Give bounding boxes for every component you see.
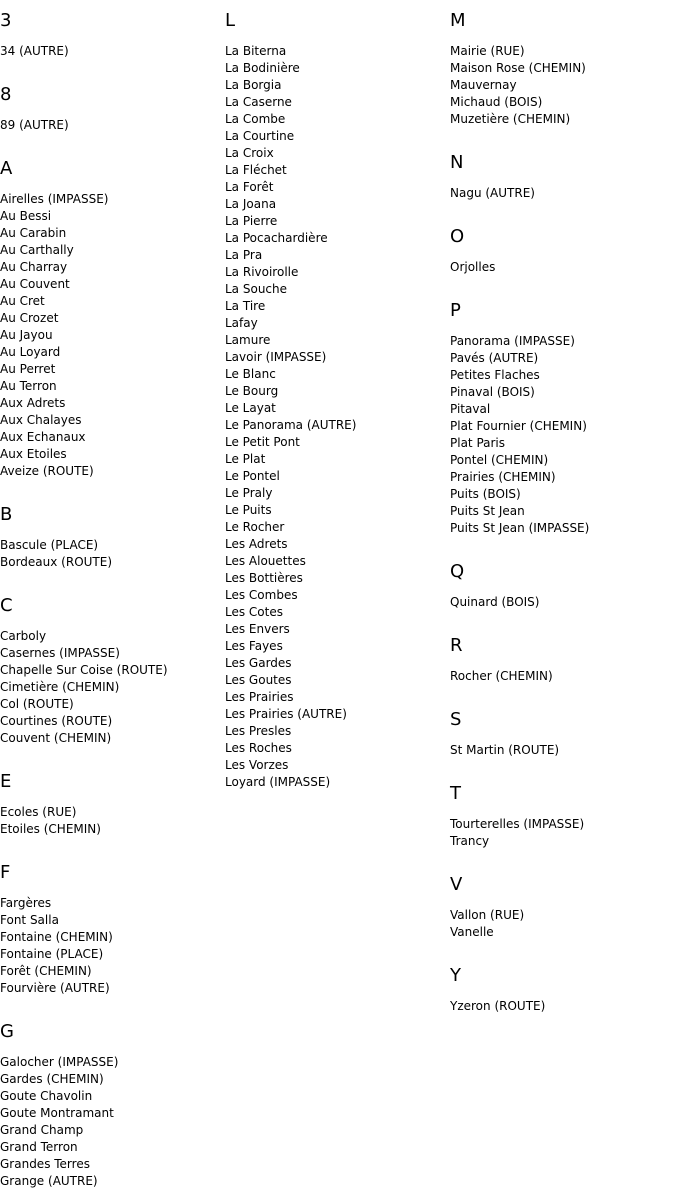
street-list (450, 43, 672, 128)
street-item: Les Vorzes (225, 758, 289, 772)
street-item: Puits St Jean (450, 504, 525, 518)
street-item: Les Roches (225, 741, 292, 755)
letter-heading: 8 (0, 84, 12, 105)
group-spacer (0, 480, 222, 503)
street-item: La Souche (225, 282, 288, 296)
street-item: Le Layat (225, 401, 276, 415)
street-item: Airelles (IMPASSE) (0, 192, 109, 206)
letter-heading: L (225, 10, 236, 31)
street-list (450, 333, 672, 537)
street-item: Courtines (ROUTE) (0, 714, 113, 728)
street-item: Au Terron (0, 379, 57, 393)
street-item: Les Prairies (AUTRE) (225, 707, 347, 721)
street-item: La Croix (225, 146, 274, 160)
letter-heading: C (0, 595, 13, 616)
street-item: Nagu (AUTRE) (450, 186, 535, 200)
street-item: Trancy (450, 834, 490, 848)
street-item: Les Envers (225, 622, 290, 636)
letter-group (450, 560, 672, 611)
street-item: Le Pontel (225, 469, 280, 483)
street-item: Les Adrets (225, 537, 288, 551)
street-item: Col (ROUTE) (0, 697, 74, 711)
street-item: Grange (AUTRE) (0, 1174, 98, 1188)
group-spacer (450, 850, 672, 873)
street-item: Bascule (PLACE) (0, 538, 99, 552)
street-item: La Pierre (225, 214, 278, 228)
letter-heading: F (0, 862, 11, 883)
street-list (0, 1054, 222, 1190)
letter-group (450, 782, 672, 850)
street-item: Les Gardes (225, 656, 292, 670)
street-item: Au Perret (0, 362, 56, 376)
street-item: Puits (BOIS) (450, 487, 521, 501)
group-spacer (450, 276, 672, 299)
street-item: Aux Chalayes (0, 413, 82, 427)
street-item: Les Prairies (225, 690, 294, 704)
street-item: Le Bourg (225, 384, 279, 398)
street-item: Au Cret (0, 294, 45, 308)
street-list (0, 117, 222, 134)
letter-group (450, 151, 672, 202)
street-item: La Fléchet (225, 163, 287, 177)
letter-group (450, 299, 672, 537)
street-list (450, 998, 672, 1015)
street-item: Pitaval (450, 402, 491, 416)
street-list (0, 895, 222, 997)
street-item: Le Praly (225, 486, 273, 500)
street-list (0, 804, 222, 838)
street-list (225, 43, 447, 791)
street-item: La Bodinière (225, 61, 300, 75)
letter-group (0, 770, 222, 838)
street-item: Fourvière (AUTRE) (0, 981, 110, 995)
street-item: Puits St Jean (IMPASSE) (450, 521, 590, 535)
group-spacer (450, 128, 672, 151)
group-spacer (450, 537, 672, 560)
street-item: Au Carthally (0, 243, 74, 257)
street-item: Rocher (CHEMIN) (450, 669, 553, 683)
street-index-column-1 (0, 9, 222, 1190)
street-item: Le Puits (225, 503, 272, 517)
letter-heading: R (450, 635, 463, 656)
letter-group (225, 9, 447, 791)
letter-heading: O (450, 226, 465, 247)
letter-group (450, 225, 672, 276)
street-item: Les Bottières (225, 571, 303, 585)
letter-heading: B (0, 504, 13, 525)
street-item: Goute Chavolin (0, 1089, 93, 1103)
street-item: Tourterelles (IMPASSE) (450, 817, 585, 831)
street-item: La Pocachardière (225, 231, 328, 245)
street-item: Casernes (IMPASSE) (0, 646, 120, 660)
letter-heading: N (450, 152, 464, 173)
letter-heading: A (0, 158, 13, 179)
street-item: La Combe (225, 112, 286, 126)
street-item: Les Combes (225, 588, 298, 602)
street-item: Pontel (CHEMIN) (450, 453, 549, 467)
group-spacer (450, 941, 672, 964)
group-spacer (450, 685, 672, 708)
group-spacer (450, 611, 672, 634)
street-item: Ecoles (RUE) (0, 805, 77, 819)
street-item: La Courtine (225, 129, 295, 143)
street-item: Le Plat (225, 452, 266, 466)
letter-group (450, 873, 672, 941)
street-item: Les Goutes (225, 673, 292, 687)
street-list (450, 594, 672, 611)
street-item: Au Bessi (0, 209, 52, 223)
street-item: Les Fayes (225, 639, 283, 653)
street-item: La Borgia (225, 78, 282, 92)
street-item: La Forêt (225, 180, 274, 194)
street-item: 89 (AUTRE) (0, 118, 69, 132)
street-item: Gardes (CHEMIN) (0, 1072, 104, 1086)
street-item: Fontaine (PLACE) (0, 947, 104, 961)
group-spacer (450, 202, 672, 225)
group-spacer (0, 838, 222, 861)
letter-heading: Q (450, 561, 465, 582)
letter-heading: G (0, 1021, 14, 1042)
street-index-column-3 (450, 9, 672, 1015)
street-item: La Rivoirolle (225, 265, 299, 279)
street-list (0, 628, 222, 747)
letter-group (0, 157, 222, 480)
street-item: Lavoir (IMPASSE) (225, 350, 327, 364)
letter-group (450, 964, 672, 1015)
street-item: Grand Champ (0, 1123, 84, 1137)
street-item: Michaud (BOIS) (450, 95, 543, 109)
street-item: Le Rocher (225, 520, 285, 534)
street-item: Cimetière (CHEMIN) (0, 680, 120, 694)
street-item: Bordeaux (ROUTE) (0, 555, 113, 569)
letter-group (0, 861, 222, 997)
street-list (450, 668, 672, 685)
street-item: Petites Flaches (450, 368, 540, 382)
group-spacer (450, 759, 672, 782)
street-item: Galocher (IMPASSE) (0, 1055, 119, 1069)
street-item: Au Couvent (0, 277, 70, 291)
street-list (0, 191, 222, 480)
street-item: Aux Etoiles (0, 447, 67, 461)
street-item: Le Panorama (AUTRE) (225, 418, 357, 432)
street-item: La Joana (225, 197, 277, 211)
group-spacer (0, 134, 222, 157)
street-item: Muzetière (CHEMIN) (450, 112, 571, 126)
street-item: Chapelle Sur Coise (ROUTE) (0, 663, 168, 677)
letter-group (0, 1020, 222, 1190)
street-item: Le Petit Pont (225, 435, 300, 449)
letter-heading: V (450, 874, 463, 895)
letter-heading: S (450, 709, 462, 730)
street-item: Aveize (ROUTE) (0, 464, 94, 478)
letter-heading: T (450, 783, 461, 804)
street-item: Loyard (IMPASSE) (225, 775, 331, 789)
street-item: La Tire (225, 299, 266, 313)
street-list (450, 907, 672, 941)
letter-heading: E (0, 771, 12, 792)
street-item: La Caserne (225, 95, 292, 109)
letter-group (450, 708, 672, 759)
street-item: Etoiles (CHEMIN) (0, 822, 101, 836)
street-item: 34 (AUTRE) (0, 44, 69, 58)
street-index-column-2 (225, 9, 447, 791)
street-item: Font Salla (0, 913, 59, 927)
street-item: Grand Terron (0, 1140, 78, 1154)
street-item: Aux Echanaux (0, 430, 86, 444)
street-item: Fargères (0, 896, 52, 910)
street-item: Panorama (IMPASSE) (450, 334, 575, 348)
street-item: Au Carabin (0, 226, 67, 240)
street-list (0, 537, 222, 571)
letter-group (450, 634, 672, 685)
group-spacer (0, 747, 222, 770)
street-item: Vallon (RUE) (450, 908, 525, 922)
street-item: Mairie (RUE) (450, 44, 525, 58)
street-item: Aux Adrets (0, 396, 66, 410)
street-item: Grandes Terres (0, 1157, 90, 1171)
street-item: Pinaval (BOIS) (450, 385, 535, 399)
group-spacer (0, 60, 222, 83)
street-item: Mauvernay (450, 78, 517, 92)
street-item: Fontaine (CHEMIN) (0, 930, 113, 944)
street-list (450, 185, 672, 202)
street-item: St Martin (ROUTE) (450, 743, 560, 757)
street-item: La Pra (225, 248, 263, 262)
street-item: Lafay (225, 316, 258, 330)
street-item: Goute Montramant (0, 1106, 114, 1120)
street-item: Orjolles (450, 260, 496, 274)
street-item: Forêt (CHEMIN) (0, 964, 92, 978)
letter-group (0, 594, 222, 747)
street-item: Plat Paris (450, 436, 506, 450)
street-item: Au Charray (0, 260, 68, 274)
street-item: Maison Rose (CHEMIN) (450, 61, 586, 75)
letter-heading: P (450, 300, 461, 321)
street-list (450, 259, 672, 276)
street-item: Lamure (225, 333, 271, 347)
street-item: Couvent (CHEMIN) (0, 731, 112, 745)
letter-heading: Y (450, 965, 461, 986)
street-list (0, 43, 222, 60)
letter-heading: M (450, 10, 466, 31)
street-item: Au Crozet (0, 311, 59, 325)
letter-group (0, 83, 222, 134)
street-list (450, 816, 672, 850)
street-item: La Biterna (225, 44, 287, 58)
group-spacer (0, 997, 222, 1020)
street-item: Quinard (BOIS) (450, 595, 540, 609)
street-list (450, 742, 672, 759)
street-item: Les Alouettes (225, 554, 306, 568)
street-item: Vanelle (450, 925, 494, 939)
street-item: Yzeron (ROUTE) (450, 999, 546, 1013)
street-item: Prairies (CHEMIN) (450, 470, 556, 484)
letter-group (450, 9, 672, 128)
letter-group (0, 503, 222, 571)
street-item: Plat Fournier (CHEMIN) (450, 419, 587, 433)
street-item: Carboly (0, 629, 47, 643)
street-item: Au Loyard (0, 345, 61, 359)
street-item: Le Blanc (225, 367, 276, 381)
letter-group (0, 9, 222, 60)
group-spacer (0, 571, 222, 594)
street-item: Pavés (AUTRE) (450, 351, 539, 365)
letter-heading: 3 (0, 10, 12, 31)
street-item: Au Jayou (0, 328, 53, 342)
street-item: Les Presles (225, 724, 292, 738)
street-item: Les Cotes (225, 605, 283, 619)
